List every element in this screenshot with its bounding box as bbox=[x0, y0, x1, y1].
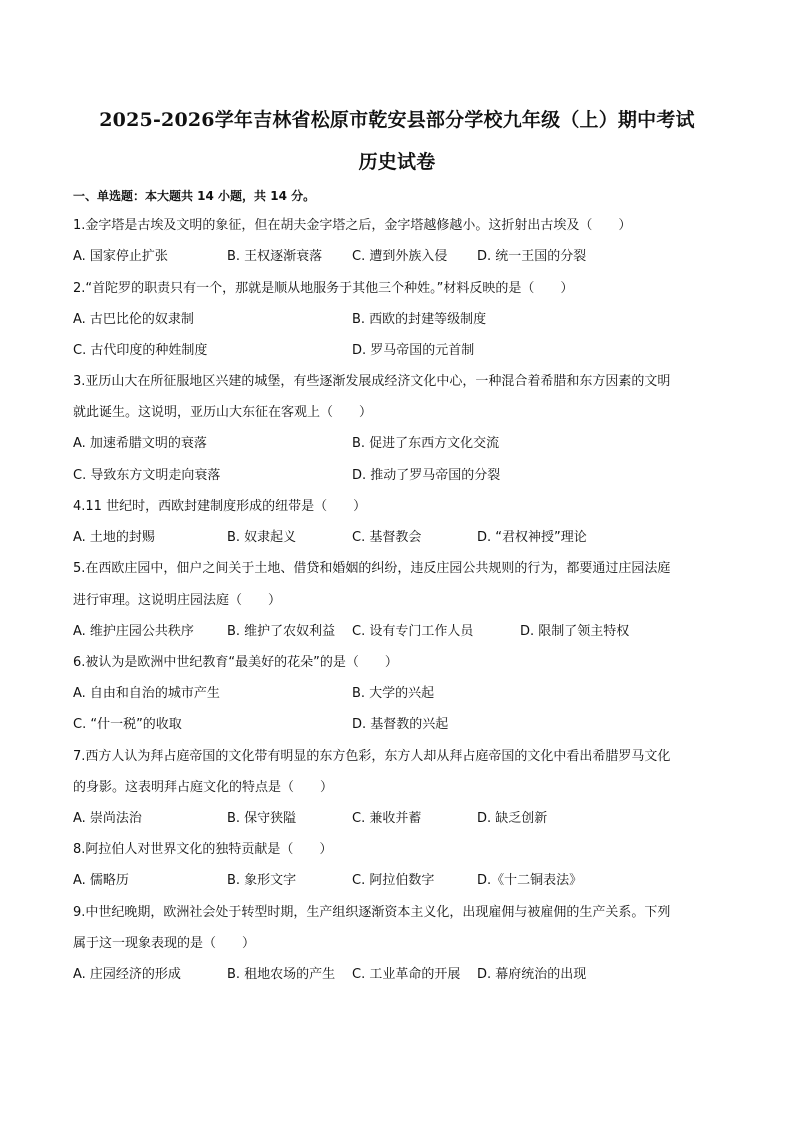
option-c: C. 遭到外族入侵 bbox=[352, 249, 448, 264]
option-d: D. “君权神授”理论 bbox=[477, 530, 587, 545]
option-a: A. 崇尚法治 bbox=[73, 811, 142, 826]
option-b: B. 奴隶起义 bbox=[227, 530, 297, 545]
option-c: C. 基督教会 bbox=[352, 530, 422, 545]
exam-subject-title: 历史试卷 bbox=[358, 151, 436, 173]
option-d: D.《十二铜表法》 bbox=[477, 873, 583, 888]
option-a: A. 土地的封赐 bbox=[73, 530, 155, 545]
option-a: A. 维护庄园公共秩序 bbox=[73, 624, 194, 639]
option-a: A. 加速希腊文明的衰落 bbox=[73, 436, 207, 451]
option-a: A. 国家停止扩张 bbox=[73, 249, 168, 264]
exam-title: 2025-2026学年吉林省松原市乾安县部分学校九年级（上）期中考试 bbox=[99, 109, 695, 131]
option-d: D. 基督教的兴起 bbox=[352, 717, 449, 732]
option-c: C. 阿拉伯数字 bbox=[352, 873, 435, 888]
question-stem: 9.中世纪晚期，欧洲社会处于转型时期，生产组织逐渐资本主义化，出现雇佣与被雇佣的生产关系。下列 bbox=[73, 905, 671, 920]
option-d: D. 限制了领主特权 bbox=[520, 624, 630, 639]
question-stem: 2.“首陀罗的职责只有一个，那就是顺从地服务于其他三个种姓。”材料反映的是（ ） bbox=[73, 281, 574, 296]
question-stem: 6.被认为是欧洲中世纪教育“最美好的花朵”的是（ ） bbox=[73, 655, 398, 670]
question-stem: 5.在西欧庄园中，佃户之间关于土地、借贷和婚姻的纠纷，违反庄园公共规则的行为，都要通过庄园法庭 bbox=[73, 561, 671, 576]
question-stem: 3.亚历山大在所征服地区兴建的城堡，有些逐渐发展成经济文化中心，一种混合着希腊和东方因素的文明 bbox=[73, 374, 671, 389]
option-d: D. 推动了罗马帝国的分裂 bbox=[352, 468, 501, 483]
option-a: A. 儒略历 bbox=[73, 873, 129, 888]
question-stem-continued: 的身影。这表明拜占庭文化的特点是（ ） bbox=[73, 780, 334, 795]
option-b: B. 西欧的封建等级制度 bbox=[352, 312, 487, 327]
question-stem: 8.阿拉伯人对世界文化的独特贡献是（ ） bbox=[73, 842, 333, 857]
option-b: B. 大学的兴起 bbox=[352, 686, 435, 701]
question-stem: 1.金字塔是古埃及文明的象征，但在胡夫金字塔之后，金字塔越修越小。这折射出古埃及（ ） bbox=[73, 218, 632, 233]
question-stem-continued: 属于这一现象表现的是（ ） bbox=[73, 936, 256, 951]
option-b: B. 租地农场的产生 bbox=[227, 967, 336, 982]
option-a: A. 庄园经济的形成 bbox=[73, 967, 181, 982]
option-c: C. 兼收并蓄 bbox=[352, 811, 422, 826]
option-d: D. 缺乏创新 bbox=[477, 811, 548, 826]
section-heading: 一、单选题：本大题共 14 小题，共 14 分。 bbox=[73, 189, 316, 203]
option-b: B. 保守狭隘 bbox=[227, 811, 297, 826]
question-stem: 7.西方人认为拜占庭帝国的文化带有明显的东方色彩，东方人却从拜占庭帝国的文化中看出希腊罗马文化 bbox=[73, 749, 671, 764]
option-c: C. “什一税”的收取 bbox=[73, 717, 182, 732]
question-stem: 4.11 世纪时，西欧封建制度形成的纽带是（ ） bbox=[73, 499, 367, 514]
question-stem-continued: 就此诞生。这说明，亚历山大东征在客观上（ ） bbox=[73, 405, 373, 420]
question-stem-continued: 进行审理。这说明庄园法庭（ ） bbox=[73, 593, 282, 608]
option-c: C. 设有专门工作人员 bbox=[352, 624, 474, 639]
option-d: D. 幕府统治的出现 bbox=[477, 967, 587, 982]
option-b: B. 王权逐渐衰落 bbox=[227, 249, 323, 264]
option-b: B. 象形文字 bbox=[227, 873, 297, 888]
option-a: A. 自由和自治的城市产生 bbox=[73, 686, 220, 701]
option-a: A. 古巴比伦的奴隶制 bbox=[73, 312, 194, 327]
option-b: B. 促进了东西方文化交流 bbox=[352, 436, 500, 451]
option-d: D. 罗马帝国的元首制 bbox=[352, 343, 475, 358]
option-d: D. 统一王国的分裂 bbox=[477, 249, 587, 264]
option-b: B. 维护了农奴利益 bbox=[227, 624, 336, 639]
option-c: C. 古代印度的种姓制度 bbox=[73, 343, 208, 358]
option-c: C. 工业革命的开展 bbox=[352, 967, 461, 982]
option-c: C. 导致东方文明走向衰落 bbox=[73, 468, 221, 483]
